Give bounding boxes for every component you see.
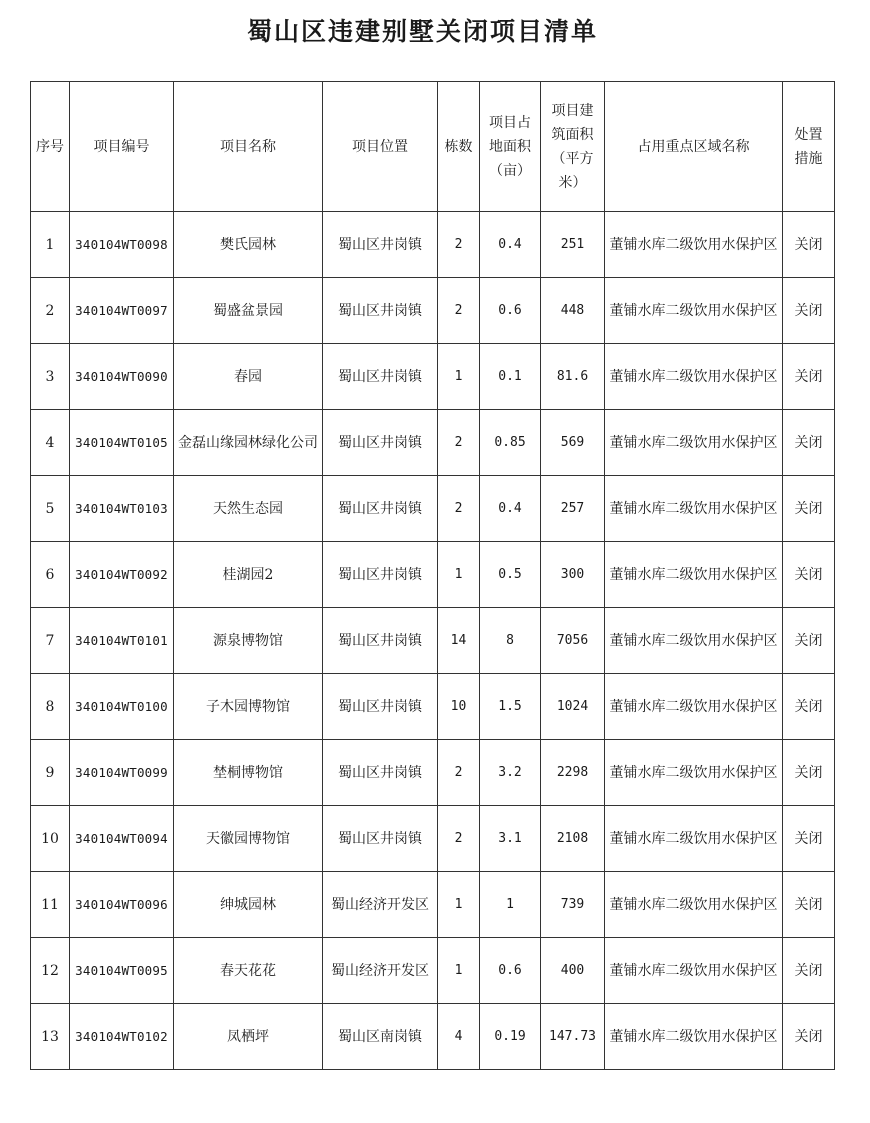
header-zone: 占用重点区域名称 (605, 82, 783, 212)
cell-buildings: 2 (438, 806, 480, 872)
cell-code: 340104WT0090 (70, 344, 174, 410)
cell-measure: 关闭 (783, 476, 835, 542)
cell-name: 绅城园林 (174, 872, 323, 938)
cell-code: 340104WT0097 (70, 278, 174, 344)
cell-buildings: 2 (438, 212, 480, 278)
cell-buildings: 4 (438, 1004, 480, 1070)
cell-buildings: 1 (438, 344, 480, 410)
header-code: 项目编号 (70, 82, 174, 212)
cell-floor-area: 251 (541, 212, 605, 278)
cell-buildings: 1 (438, 542, 480, 608)
cell-zone: 董铺水库二级饮用水保护区 (605, 740, 783, 806)
cell-seq: 4 (31, 410, 70, 476)
cell-location: 蜀山区井岗镇 (323, 212, 438, 278)
header-land-area: 项目占地面积（亩） (480, 82, 541, 212)
cell-zone: 董铺水库二级饮用水保护区 (605, 476, 783, 542)
header-location: 项目位置 (323, 82, 438, 212)
cell-seq: 7 (31, 608, 70, 674)
cell-code: 340104WT0105 (70, 410, 174, 476)
cell-location: 蜀山区南岗镇 (323, 1004, 438, 1070)
cell-floor-area: 1024 (541, 674, 605, 740)
cell-seq: 3 (31, 344, 70, 410)
project-table (30, 81, 835, 1070)
cell-land-area: 1.5 (480, 674, 541, 740)
cell-buildings: 1 (438, 938, 480, 1004)
cell-buildings: 2 (438, 278, 480, 344)
cell-land-area: 1 (480, 872, 541, 938)
cell-buildings: 10 (438, 674, 480, 740)
cell-location: 蜀山区井岗镇 (323, 344, 438, 410)
header-seq: 序号 (31, 82, 70, 212)
cell-buildings: 1 (438, 872, 480, 938)
table-row (31, 542, 835, 608)
cell-code: 340104WT0098 (70, 212, 174, 278)
cell-buildings: 2 (438, 476, 480, 542)
cell-floor-area: 569 (541, 410, 605, 476)
cell-location: 蜀山区井岗镇 (323, 740, 438, 806)
cell-buildings: 2 (438, 740, 480, 806)
cell-code: 340104WT0096 (70, 872, 174, 938)
cell-buildings: 14 (438, 608, 480, 674)
cell-floor-area: 739 (541, 872, 605, 938)
header-measure: 处置措施 (783, 82, 835, 212)
cell-code: 340104WT0094 (70, 806, 174, 872)
cell-land-area: 0.6 (480, 278, 541, 344)
cell-location: 蜀山区井岗镇 (323, 410, 438, 476)
table-row (31, 608, 835, 674)
cell-name: 金磊山缘园林绿化公司 (174, 410, 323, 476)
cell-code: 340104WT0095 (70, 938, 174, 1004)
cell-seq: 6 (31, 542, 70, 608)
table-row (31, 872, 835, 938)
cell-name: 子木园博物馆 (174, 674, 323, 740)
cell-zone: 董铺水库二级饮用水保护区 (605, 938, 783, 1004)
cell-code: 340104WT0099 (70, 740, 174, 806)
cell-measure: 关闭 (783, 344, 835, 410)
table-row (31, 806, 835, 872)
header-floor-area: 项目建筑面积（平方米） (541, 82, 605, 212)
cell-measure: 关闭 (783, 278, 835, 344)
cell-location: 蜀山区井岗镇 (323, 806, 438, 872)
cell-floor-area: 300 (541, 542, 605, 608)
cell-location: 蜀山区井岗镇 (323, 608, 438, 674)
cell-name: 凤栖坪 (174, 1004, 323, 1070)
cell-name: 源泉博物馆 (174, 608, 323, 674)
cell-seq: 12 (31, 938, 70, 1004)
table-row (31, 740, 835, 806)
table-row (31, 410, 835, 476)
cell-name: 天徽园博物馆 (174, 806, 323, 872)
cell-floor-area: 7056 (541, 608, 605, 674)
cell-floor-area: 400 (541, 938, 605, 1004)
cell-code: 340104WT0100 (70, 674, 174, 740)
cell-floor-area: 448 (541, 278, 605, 344)
cell-seq: 13 (31, 1004, 70, 1070)
cell-name: 天然生态园 (174, 476, 323, 542)
cell-floor-area: 257 (541, 476, 605, 542)
cell-seq: 1 (31, 212, 70, 278)
cell-seq: 5 (31, 476, 70, 542)
table-row (31, 212, 835, 278)
table-row (31, 938, 835, 1004)
cell-measure: 关闭 (783, 608, 835, 674)
cell-zone: 董铺水库二级饮用水保护区 (605, 674, 783, 740)
cell-code: 340104WT0101 (70, 608, 174, 674)
cell-zone: 董铺水库二级饮用水保护区 (605, 1004, 783, 1070)
table-row (31, 344, 835, 410)
table-row (31, 674, 835, 740)
page-title: 蜀山区违建别墅关闭项目清单 (246, 17, 598, 46)
cell-land-area: 0.5 (480, 542, 541, 608)
header-name: 项目名称 (174, 82, 323, 212)
cell-land-area: 0.6 (480, 938, 541, 1004)
cell-seq: 2 (31, 278, 70, 344)
cell-location: 蜀山区井岗镇 (323, 542, 438, 608)
table-row (31, 476, 835, 542)
cell-measure: 关闭 (783, 674, 835, 740)
cell-land-area: 0.4 (480, 476, 541, 542)
cell-location: 蜀山区井岗镇 (323, 674, 438, 740)
cell-measure: 关闭 (783, 872, 835, 938)
cell-name: 埜桐博物馆 (174, 740, 323, 806)
cell-floor-area: 81.6 (541, 344, 605, 410)
cell-buildings: 2 (438, 410, 480, 476)
cell-zone: 董铺水库二级饮用水保护区 (605, 608, 783, 674)
cell-name: 蜀盛盆景园 (174, 278, 323, 344)
cell-land-area: 0.85 (480, 410, 541, 476)
cell-zone: 董铺水库二级饮用水保护区 (605, 542, 783, 608)
cell-floor-area: 147.73 (541, 1004, 605, 1070)
cell-location: 蜀山区井岗镇 (323, 278, 438, 344)
cell-seq: 11 (31, 872, 70, 938)
cell-land-area: 0.4 (480, 212, 541, 278)
cell-land-area: 0.1 (480, 344, 541, 410)
header-buildings: 栋数 (438, 82, 480, 212)
cell-measure: 关闭 (783, 806, 835, 872)
cell-code: 340104WT0103 (70, 476, 174, 542)
cell-measure: 关闭 (783, 938, 835, 1004)
table-header-row (31, 82, 835, 212)
cell-name: 春天花花 (174, 938, 323, 1004)
cell-location: 蜀山经济开发区 (323, 938, 438, 1004)
cell-measure: 关闭 (783, 410, 835, 476)
cell-land-area: 0.19 (480, 1004, 541, 1070)
cell-measure: 关闭 (783, 740, 835, 806)
cell-name: 桂湖园2 (174, 542, 323, 608)
cell-zone: 董铺水库二级饮用水保护区 (605, 872, 783, 938)
cell-floor-area: 2108 (541, 806, 605, 872)
cell-measure: 关闭 (783, 212, 835, 278)
table-row (31, 1004, 835, 1070)
cell-measure: 关闭 (783, 1004, 835, 1070)
cell-code: 340104WT0092 (70, 542, 174, 608)
cell-name: 春园 (174, 344, 323, 410)
cell-zone: 董铺水库二级饮用水保护区 (605, 410, 783, 476)
cell-location: 蜀山经济开发区 (323, 872, 438, 938)
cell-land-area: 8 (480, 608, 541, 674)
cell-seq: 8 (31, 674, 70, 740)
cell-zone: 董铺水库二级饮用水保护区 (605, 278, 783, 344)
cell-zone: 董铺水库二级饮用水保护区 (605, 344, 783, 410)
cell-location: 蜀山区井岗镇 (323, 476, 438, 542)
cell-seq: 10 (31, 806, 70, 872)
table-row (31, 278, 835, 344)
cell-floor-area: 2298 (541, 740, 605, 806)
cell-name: 樊氏园林 (174, 212, 323, 278)
cell-land-area: 3.2 (480, 740, 541, 806)
cell-seq: 9 (31, 740, 70, 806)
cell-land-area: 3.1 (480, 806, 541, 872)
cell-zone: 董铺水库二级饮用水保护区 (605, 806, 783, 872)
cell-code: 340104WT0102 (70, 1004, 174, 1070)
cell-zone: 董铺水库二级饮用水保护区 (605, 212, 783, 278)
cell-measure: 关闭 (783, 542, 835, 608)
